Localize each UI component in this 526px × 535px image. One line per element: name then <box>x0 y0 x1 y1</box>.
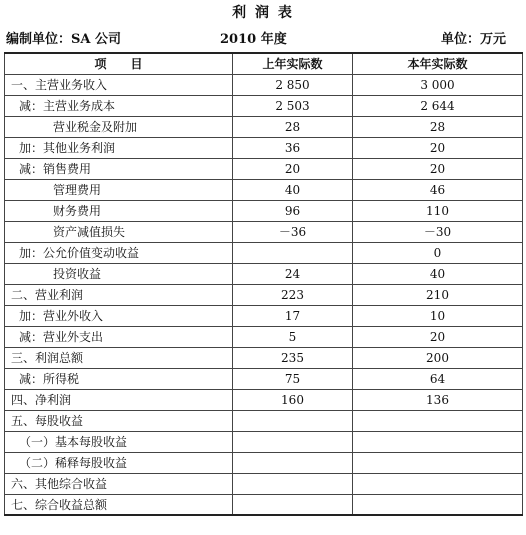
row-curr-year-value: 210 <box>353 284 523 305</box>
row-curr-year-value: 200 <box>353 347 523 368</box>
row-curr-year-value: 2 644 <box>353 95 523 116</box>
table-row <box>5 74 523 95</box>
table-row <box>5 116 523 137</box>
row-prev-year-value <box>233 431 353 452</box>
column-header-curr-year: 本年实际数 <box>353 53 523 74</box>
row-curr-year-value <box>353 410 523 431</box>
column-header-item: 项 目 <box>5 53 233 74</box>
row-item-label: 营业税金及附加 <box>5 116 233 137</box>
table-row <box>5 305 523 326</box>
row-item-label: 六、其他综合收益 <box>5 473 233 494</box>
currency-unit: 单位：万元 <box>440 32 506 47</box>
company-label: 编制单位：SA 公司 <box>6 32 122 47</box>
row-item-label: 管理费用 <box>5 179 233 200</box>
row-curr-year-value <box>353 431 523 452</box>
table-row <box>5 284 523 305</box>
row-curr-year-value <box>353 494 523 515</box>
row-prev-year-value: －36 <box>233 221 353 242</box>
row-prev-year-value <box>233 452 353 473</box>
table-row <box>5 347 523 368</box>
row-prev-year-value: 223 <box>233 284 353 305</box>
row-item-label: 减：销售费用 <box>5 158 233 179</box>
row-item-label: （二）稀释每股收益 <box>5 452 233 473</box>
row-curr-year-value: 64 <box>353 368 523 389</box>
row-item-label: 七、综合收益总额 <box>5 494 233 515</box>
table-row <box>5 263 523 284</box>
table-row <box>5 431 523 452</box>
row-curr-year-value: 20 <box>353 326 523 347</box>
row-item-label: 五、每股收益 <box>5 410 233 431</box>
row-curr-year-value: 28 <box>353 116 523 137</box>
row-curr-year-value: 110 <box>353 200 523 221</box>
table-row <box>5 452 523 473</box>
row-prev-year-value <box>233 410 353 431</box>
table-row <box>5 494 523 515</box>
table-row <box>5 179 523 200</box>
row-item-label: 四、净利润 <box>5 389 233 410</box>
row-prev-year-value <box>233 473 353 494</box>
table-row <box>5 368 523 389</box>
row-curr-year-value: 40 <box>353 263 523 284</box>
table-header-row <box>5 53 523 74</box>
row-curr-year-value: 46 <box>353 179 523 200</box>
row-prev-year-value: 2 503 <box>233 95 353 116</box>
row-item-label: 资产减值损失 <box>5 221 233 242</box>
table-row <box>5 200 523 221</box>
table-row <box>5 410 523 431</box>
row-prev-year-value: 5 <box>233 326 353 347</box>
row-prev-year-value: 2 850 <box>233 74 353 95</box>
row-prev-year-value: 20 <box>233 158 353 179</box>
row-prev-year-value: 40 <box>233 179 353 200</box>
table-row <box>5 326 523 347</box>
row-prev-year-value <box>233 242 353 263</box>
row-prev-year-value: 28 <box>233 116 353 137</box>
row-prev-year-value: 17 <box>233 305 353 326</box>
report-year: 2010 年度 <box>220 32 287 47</box>
row-prev-year-value: 235 <box>233 347 353 368</box>
row-curr-year-value: 3 000 <box>353 74 523 95</box>
table-row <box>5 242 523 263</box>
row-item-label: 三、利润总额 <box>5 347 233 368</box>
row-item-label: 减：主营业务成本 <box>5 95 233 116</box>
row-curr-year-value: －30 <box>353 221 523 242</box>
table-row <box>5 137 523 158</box>
row-item-label: 财务费用 <box>5 200 233 221</box>
row-prev-year-value: 24 <box>233 263 353 284</box>
table-row <box>5 473 523 494</box>
row-item-label: （一）基本每股收益 <box>5 431 233 452</box>
row-curr-year-value <box>353 452 523 473</box>
table-body <box>5 74 523 515</box>
table-row <box>5 221 523 242</box>
table-row <box>5 158 523 179</box>
row-item-label: 一、主营业务收入 <box>5 74 233 95</box>
row-prev-year-value <box>233 494 353 515</box>
row-item-label: 减：营业外支出 <box>5 326 233 347</box>
row-item-label: 减：所得税 <box>5 368 233 389</box>
table-row <box>5 95 523 116</box>
row-item-label: 加：公允价值变动收益 <box>5 242 233 263</box>
row-item-label: 加：营业外收入 <box>5 305 233 326</box>
table-row <box>5 389 523 410</box>
page-title: 利 润 表 <box>232 5 294 21</box>
row-item-label: 加：其他业务利润 <box>5 137 233 158</box>
row-curr-year-value: 20 <box>353 137 523 158</box>
income-statement-table <box>4 52 523 516</box>
column-header-prev-year: 上年实际数 <box>233 53 353 74</box>
row-item-label: 二、营业利润 <box>5 284 233 305</box>
row-curr-year-value <box>353 473 523 494</box>
row-prev-year-value: 96 <box>233 200 353 221</box>
row-item-label: 投资收益 <box>5 263 233 284</box>
row-curr-year-value: 10 <box>353 305 523 326</box>
row-curr-year-value: 20 <box>353 158 523 179</box>
row-curr-year-value: 136 <box>353 389 523 410</box>
row-prev-year-value: 160 <box>233 389 353 410</box>
row-curr-year-value: 0 <box>353 242 523 263</box>
row-prev-year-value: 36 <box>233 137 353 158</box>
report-meta <box>0 28 526 46</box>
row-prev-year-value: 75 <box>233 368 353 389</box>
